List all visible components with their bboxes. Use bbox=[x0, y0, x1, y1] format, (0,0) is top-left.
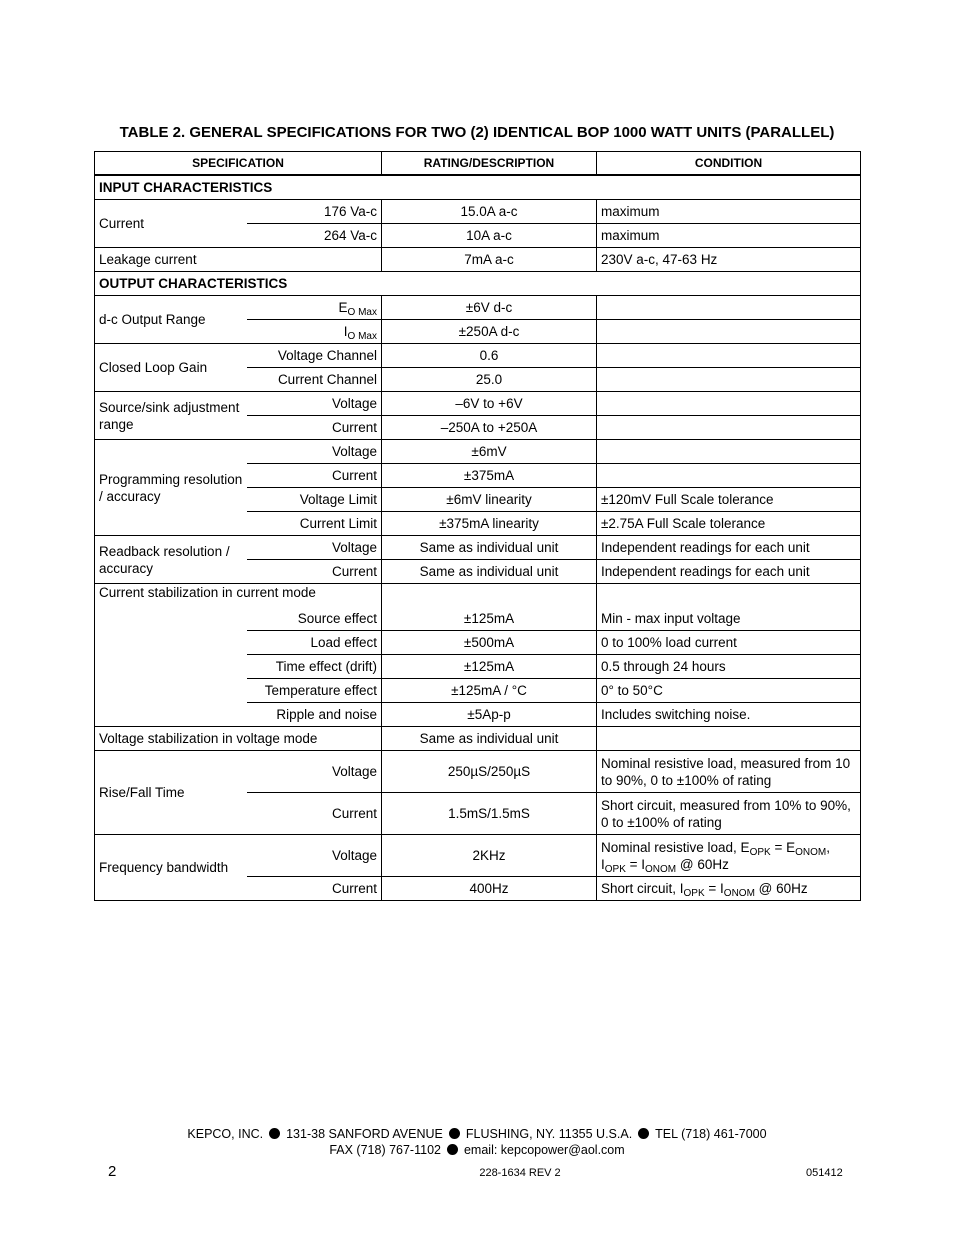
header-condition: CONDITION bbox=[597, 152, 861, 176]
rating-cell: Same as individual unit bbox=[382, 727, 597, 751]
footer-city: FLUSHING, NY. 11355 U.S.A. bbox=[465, 1127, 633, 1141]
footer-company: KEPCO, INC. bbox=[187, 1127, 264, 1141]
spec-label: Current bbox=[95, 200, 247, 248]
header-rating: RATING/DESCRIPTION bbox=[382, 152, 597, 176]
table-title: TABLE 2. GENERAL SPECIFICATIONS FOR TWO (2) IDENTICAL BOP 1000 WATT UNITS (PARALLEL) bbox=[119, 124, 835, 141]
table-row bbox=[95, 584, 861, 608]
rating-cell: 0.6 bbox=[382, 344, 597, 368]
condition-cell bbox=[597, 296, 861, 320]
rating-cell: ±250A d-c bbox=[382, 320, 597, 344]
spec-sub: Voltage Channel bbox=[247, 344, 382, 368]
condition-cell: maximum bbox=[597, 224, 861, 248]
rating-cell: 15.0A a-c bbox=[382, 200, 597, 224]
spec-sub: Current bbox=[247, 560, 382, 584]
condition-cell bbox=[597, 464, 861, 488]
footer-email: email: kepcopower@aol.com bbox=[463, 1143, 625, 1157]
spec-label: d-c Output Range bbox=[95, 296, 247, 344]
condition-cell bbox=[597, 368, 861, 392]
footer-address-line bbox=[0, 1127, 954, 1141]
spec-sub: $I_{O Max}$ bbox=[247, 320, 382, 344]
condition-cell: Independent readings for each unit bbox=[597, 560, 861, 584]
rating-cell: ±500mA bbox=[382, 631, 597, 655]
spec-label: Closed Loop Gain bbox=[95, 344, 247, 392]
rating-cell: ±5Ap-p bbox=[382, 703, 597, 727]
spec-sub: $E_{O Max}$ bbox=[338, 300, 377, 318]
condition-cell: 0.5 through 24 hours bbox=[597, 655, 861, 679]
condition-cell: Nominal resistive load, $E_{OPK} = E_{ONOM}$, $I_{OPK} = I_{ONOM}$ @ 60Hz bbox=[597, 835, 861, 877]
spec-sub: Ripple and noise bbox=[247, 703, 382, 727]
bullet-icon bbox=[447, 1144, 458, 1155]
header-specification: SPECIFICATION bbox=[95, 152, 382, 176]
spec-sub: Time effect (drift) bbox=[247, 655, 382, 679]
footer-fax: FAX (718) 767-1102 bbox=[329, 1143, 441, 1157]
condition-cell: Independent readings for each unit bbox=[597, 536, 861, 560]
section-output: OUTPUT CHARACTERISTICS bbox=[95, 272, 861, 296]
spec-label: Rise/Fall Time bbox=[95, 751, 247, 835]
condition-cell bbox=[597, 392, 861, 416]
condition-cell bbox=[597, 440, 861, 464]
spec-sub: Voltage bbox=[247, 751, 382, 793]
section-row bbox=[95, 272, 861, 296]
spec-sub: Source effect bbox=[297, 611, 377, 626]
condition-cell: maximum bbox=[597, 200, 861, 224]
condition-cell: ±120mV Full Scale tolerance bbox=[597, 488, 861, 512]
spec-label: Source/sink adjustment range bbox=[95, 392, 247, 440]
rating-cell: 400Hz bbox=[382, 877, 597, 901]
spec-label-empty bbox=[95, 607, 247, 727]
spec-sub: 264 Va-c bbox=[247, 224, 382, 248]
spec-label: Current stabilization in current mode bbox=[95, 584, 382, 608]
condition-cell: 230V a-c, 47-63 Hz bbox=[597, 248, 861, 272]
spec-sub: Voltage bbox=[247, 440, 382, 464]
table-row bbox=[95, 200, 861, 224]
rating-cell: ±6mV linearity bbox=[382, 488, 597, 512]
condition-cell bbox=[597, 320, 861, 344]
spec-label: Readback resolution / accuracy bbox=[95, 536, 247, 584]
spec-sub: Current bbox=[247, 464, 382, 488]
bullet-icon bbox=[449, 1128, 460, 1139]
spec-sub: 176 Va-c bbox=[323, 204, 377, 219]
table-row bbox=[95, 344, 861, 368]
condition-cell: Short circuit, measured from 10% to 90%, 0 to ±100% of rating bbox=[597, 793, 861, 835]
rating-cell: ±6V d-c bbox=[382, 296, 597, 320]
rating-cell: 250µS/250µS bbox=[382, 751, 597, 793]
rating-cell: ±375mA bbox=[382, 464, 597, 488]
page-number: 2 bbox=[108, 1163, 117, 1180]
rating-cell: 7mA a-c bbox=[382, 248, 597, 272]
section-input: INPUT CHARACTERISTICS bbox=[95, 175, 861, 200]
rating-cell: 2KHz bbox=[382, 835, 597, 877]
rating-cell: 25.0 bbox=[382, 368, 597, 392]
spec-sub: Voltage bbox=[247, 536, 382, 560]
spec-sub: Voltage bbox=[247, 835, 382, 877]
table-row bbox=[95, 296, 861, 320]
footer-contact-line bbox=[0, 1143, 954, 1157]
spec-sub: Current Channel bbox=[247, 368, 382, 392]
condition-cell bbox=[597, 584, 861, 608]
spec-label: Programming resolution / accuracy bbox=[95, 440, 247, 536]
table-row bbox=[95, 727, 861, 751]
footer-address: 131-38 SANFORD AVENUE bbox=[286, 1127, 443, 1141]
condition-cell bbox=[597, 727, 861, 751]
spec-sub: Current bbox=[247, 877, 382, 901]
rating-cell: Same as individual unit bbox=[382, 560, 597, 584]
condition-cell: 0 to 100% load current bbox=[597, 631, 861, 655]
condition-cell: 0° to 50°C bbox=[597, 679, 861, 703]
spec-sub: Current bbox=[247, 416, 382, 440]
table-row bbox=[95, 536, 861, 560]
condition-cell: Min - max input voltage bbox=[597, 607, 861, 631]
spec-label: Frequency bandwidth bbox=[95, 835, 247, 901]
condition-cell: Nominal resistive load, measured from 10 to 90%, 0 to ±100% of rating bbox=[597, 751, 861, 793]
rating-cell: ±375mA linearity bbox=[382, 512, 597, 536]
condition-cell: Includes switching noise. bbox=[597, 703, 861, 727]
table-row bbox=[95, 440, 861, 464]
footer-tel: TEL (718) 461-7000 bbox=[655, 1127, 767, 1141]
spec-table bbox=[94, 151, 861, 901]
document-date: 051412 bbox=[806, 1167, 843, 1179]
header-row bbox=[95, 152, 861, 176]
spec-sub: Current bbox=[247, 793, 382, 835]
rating-cell: 1.5mS/1.5mS bbox=[382, 793, 597, 835]
table-row bbox=[95, 607, 861, 631]
document-number: 228-1634 REV 2 bbox=[479, 1167, 561, 1179]
condition-cell bbox=[597, 344, 861, 368]
spec-sub: Load effect bbox=[247, 631, 382, 655]
spec-label: Leakage current bbox=[95, 248, 382, 272]
section-row bbox=[95, 175, 861, 200]
rating-cell: ±125mA bbox=[382, 655, 597, 679]
spec-sub: Temperature effect bbox=[247, 679, 382, 703]
table-row bbox=[95, 248, 861, 272]
rating-cell: 10A a-c bbox=[382, 224, 597, 248]
spec-label: Voltage stabilization in voltage mode bbox=[95, 727, 382, 751]
rating-cell bbox=[382, 584, 597, 608]
bullet-icon bbox=[269, 1128, 280, 1139]
rating-cell: –250A to +250A bbox=[382, 416, 597, 440]
bullet-icon bbox=[638, 1128, 649, 1139]
rating-cell: ±125mA / °C bbox=[382, 679, 597, 703]
spec-sub: Voltage Limit bbox=[247, 488, 382, 512]
rating-cell: –6V to +6V bbox=[382, 392, 597, 416]
table-row bbox=[95, 392, 861, 416]
table-row bbox=[95, 751, 861, 793]
condition-cell bbox=[597, 416, 861, 440]
rating-cell: Same as individual unit bbox=[382, 536, 597, 560]
condition-cell: Short circuit, $I_{OPK} = I_{ONOM}$ @ 60Hz bbox=[597, 877, 861, 901]
rating-cell: ±6mV bbox=[382, 440, 597, 464]
rating-cell: ±125mA bbox=[382, 607, 597, 631]
spec-sub: Voltage bbox=[247, 392, 382, 416]
condition-cell: ±2.75A Full Scale tolerance bbox=[597, 512, 861, 536]
table-row bbox=[95, 835, 861, 877]
spec-sub: Current Limit bbox=[247, 512, 382, 536]
